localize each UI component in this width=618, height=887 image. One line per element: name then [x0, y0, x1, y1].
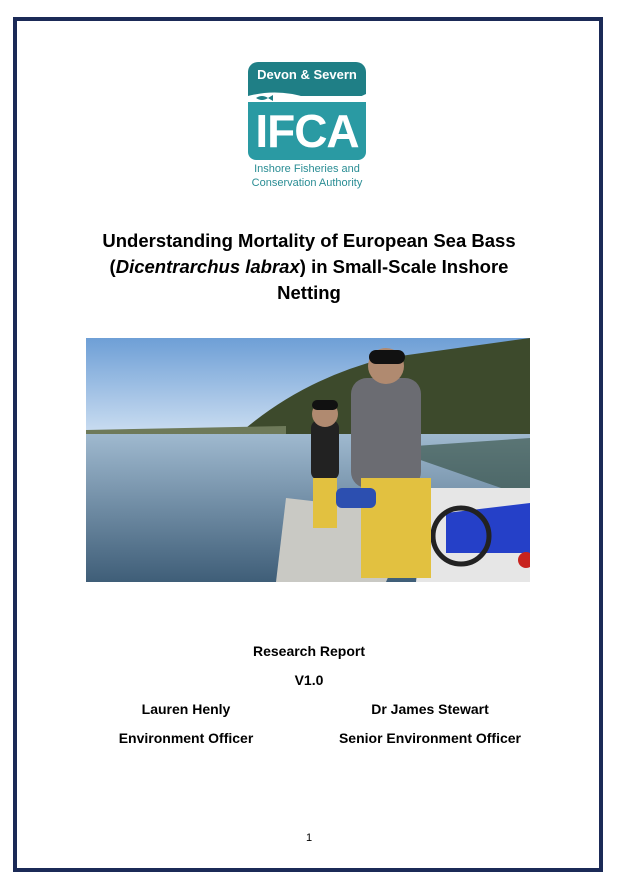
title-line2-rest: ) in Small-Scale Inshore — [299, 256, 509, 277]
title-line2 — [60, 254, 558, 280]
report-type: Research Report — [252, 643, 366, 659]
author-1-name: Lauren Henly — [141, 701, 231, 717]
ifca-logo — [248, 62, 368, 192]
logo-top-band: Devon & Severn — [248, 62, 366, 96]
logo-ifca-text: IFCA — [248, 102, 366, 160]
report-title — [60, 228, 558, 306]
report-version: V1.0 — [294, 672, 324, 688]
title-line3: Netting — [277, 282, 341, 303]
logo-subtitle — [242, 162, 372, 190]
title-species: Dicentrarchus labrax — [115, 256, 300, 277]
author-2-name: Dr James Stewart — [371, 701, 489, 717]
title-line1: Understanding Mortality of European Sea Bass — [102, 230, 516, 251]
logo-subtitle-line2: Conservation Authority — [251, 177, 363, 189]
author-1-role: Environment Officer — [118, 730, 254, 746]
author-2-role: Senior Environment Officer — [338, 730, 522, 746]
cover-photo — [86, 338, 530, 582]
logo-subtitle-line1: Inshore Fisheries and — [254, 163, 360, 175]
title-paren: ( — [109, 256, 116, 277]
page-number: 1 — [305, 832, 313, 844]
